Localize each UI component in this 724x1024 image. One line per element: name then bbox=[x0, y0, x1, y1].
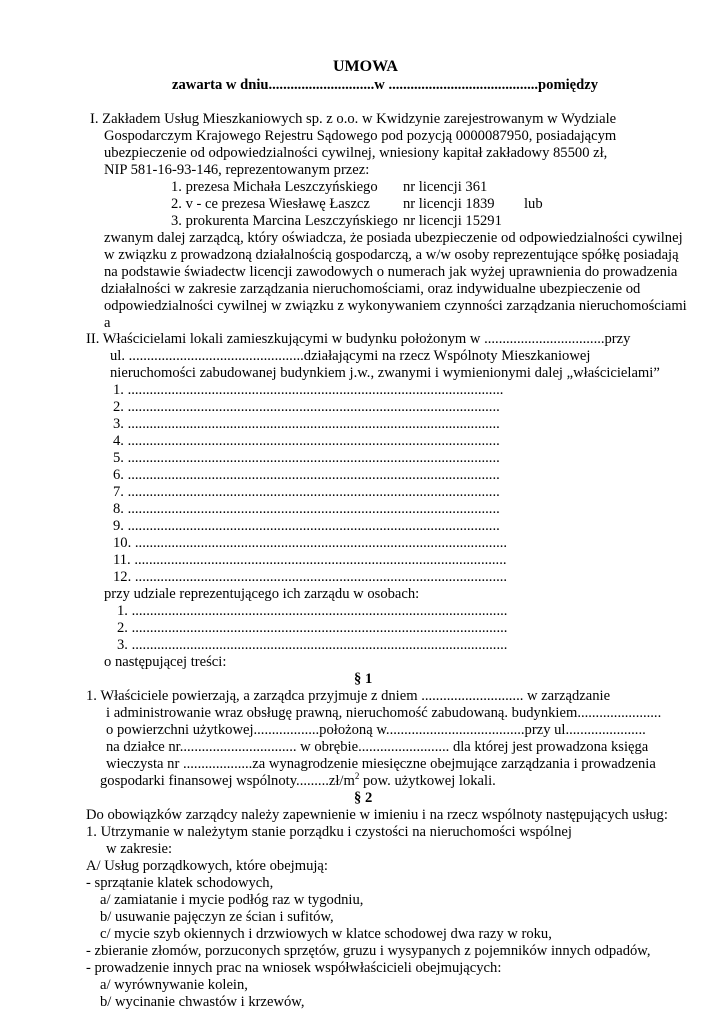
party-1-line: Gospodarczym Krajowego Rejestru Sądowego pod pozycją 0000087950, posiadającym bbox=[104, 128, 617, 144]
owner-entry-line: 1. ....................................................................................................... bbox=[113, 382, 504, 398]
owner-entry-line: 3. ...................................................................................................... bbox=[113, 416, 500, 432]
board-entry-line: 1. ....................................................................................................... bbox=[117, 603, 508, 619]
fee-text-end: pow. użytkowej lokali. bbox=[359, 773, 496, 789]
board-entry-line: 2. ....................................................................................................... bbox=[117, 620, 508, 636]
party-1-clause-line: w związku z prowadzoną działalnością gospodarczą, a w/w osoby reprezentujące spółkę posiadają bbox=[104, 247, 679, 263]
fee-text: gospodarki finansowej wspólnoty.........zł/m bbox=[100, 773, 355, 789]
section-1-line: i administrowanie wraz obsługę prawną, nieruchomość zabudowaną. budynkiem....................... bbox=[106, 705, 662, 721]
board-intro: przy udziale reprezentującego ich zarządu w osobach: bbox=[104, 586, 420, 602]
section-2-line: w zakresie: bbox=[106, 841, 173, 857]
party-1-clause-line: odpowiedzialności cywilnej w związku z wykonywaniem czynności zarządzania nieruchomościami bbox=[104, 298, 687, 314]
section-2-line: - zbieranie złomów, porzuconych sprzętów, gruzu i wysypanych z pojemników innych odpadów, bbox=[86, 943, 651, 959]
owner-entry-line: 2. ...................................................................................................... bbox=[113, 399, 500, 415]
section-2-line: - sprzątanie klatek schodowych, bbox=[86, 875, 274, 891]
representative-license: nr licencji 15291 bbox=[403, 213, 502, 229]
section-1-line: na działce nr................................ w obrębie......................... dla której jest prowadzona księga bbox=[106, 739, 649, 755]
owner-entry-line: 8. ...................................................................................................... bbox=[113, 501, 500, 517]
owner-entry-line: 6. ...................................................................................................... bbox=[113, 467, 500, 483]
owner-entry-line: 9. ...................................................................................................... bbox=[113, 518, 500, 534]
owner-entry-line: 4. ...................................................................................................... bbox=[113, 433, 500, 449]
owner-entry-line: 7. ...................................................................................................... bbox=[113, 484, 500, 500]
section-2-line: a/ zamiatanie i mycie podłóg raz w tygodniu, bbox=[100, 892, 364, 908]
section-1-line: 1. Właściciele powierzają, a zarządca przyjmuje z dniem ............................ w zarządzanie bbox=[86, 688, 611, 704]
owner-entry-line: 11. ...................................................................................................... bbox=[113, 552, 507, 568]
section-2-line: 1. Utrzymanie w należytym stanie porządku i czystości na nieruchomości wspólnej bbox=[86, 824, 572, 840]
party-1-line: ubezpieczenie od odpowiedzialności cywilnej, wniesiony kapitał zakładowy 85500 zł, bbox=[104, 145, 608, 161]
party-1-line: NIP 581-16-93-146, reprezentowanym przez: bbox=[104, 162, 370, 178]
document-title: UMOWA bbox=[333, 58, 398, 75]
party-2-line: ul. ................................................działającymi na rzecz Wspólnoty Mieszkaniowej bbox=[110, 348, 591, 364]
party-1-clause-line: na podstawie świadectw licencji zawodowych o numerach jak wyżej uprawnienia do prowadzenia bbox=[104, 264, 678, 280]
party-1-clause-line: działalności w zakresie zarządzania nieruchomościami, oraz indywidualne ubezpieczenie od bbox=[101, 281, 641, 297]
section-2-line: b/ usuwanie pajęczyn ze ścian i sufitów, bbox=[100, 909, 334, 925]
party-1-clause-line: zwanym dalej zarządcą, który oświadcza, że posiada ubezpieczenie od odpowiedzialności cywilnej bbox=[104, 230, 683, 246]
representative-name: 1. prezesa Michała Leszczyńskiego bbox=[171, 179, 378, 195]
section-2-heading: § 2 bbox=[354, 790, 373, 806]
section-2-line: Do obowiązków zarządcy należy zapewnienie w imieniu i na rzecz wspólnoty następujących usług: bbox=[86, 807, 668, 823]
section-2-line: A/ Usług porządkowych, które obejmują: bbox=[86, 858, 328, 874]
area-unit-exponent: 2 bbox=[354, 771, 360, 782]
board-entry-line: 3. ....................................................................................................... bbox=[117, 637, 508, 653]
section-2-line: - prowadzenie innych prac na wniosek współwłaścicieli obejmujących: bbox=[86, 960, 502, 976]
owner-entry-line: 10. ...................................................................................................... bbox=[113, 535, 508, 551]
section-2-line: a/ wyrównywanie kolein, bbox=[100, 977, 248, 993]
contents-intro: o następującej treści: bbox=[104, 654, 227, 670]
representative-name: 3. prokurenta Marcina Leszczyńskiego bbox=[171, 213, 398, 229]
owner-entry-line: 12. ...................................................................................................... bbox=[113, 569, 508, 585]
section-1-line: wieczysta nr ...................za wynagrodzenie miesięczne obejmujące zarządzania i prowadzenia bbox=[106, 756, 656, 772]
section-1-line bbox=[100, 773, 496, 790]
representative-name: 2. v - ce prezesa Wiesławę Łaszcz bbox=[171, 196, 370, 212]
representative-conjunction: lub bbox=[524, 196, 543, 212]
section-2-line: c/ mycie szyb okiennych i drzwiowych w klatce schodowej dwa razy w roku, bbox=[100, 926, 552, 942]
representative-license: nr licencji 1839 bbox=[403, 196, 495, 212]
section-1-heading: § 1 bbox=[354, 671, 373, 687]
owner-entry-line: 5. ...................................................................................................... bbox=[113, 450, 500, 466]
party-1-line: I. Zakładem Usług Mieszkaniowych sp. z o.o. w Kwidzynie zarejestrowanym w Wydziale bbox=[90, 111, 617, 127]
party-2-line: nieruchomości zabudowanej budynkiem j.w., zwanymi i wymienionymi dalej „właścicielami” bbox=[110, 365, 660, 381]
section-1-line: o powierzchni użytkowej..................położoną w......................................przy ul...................... bbox=[106, 722, 646, 738]
party-1-clause-line: a bbox=[104, 315, 111, 331]
party-2-line: II. Właścicielami lokali zamieszkującymi w budynku położonym w .................................przy bbox=[86, 331, 631, 347]
representative-license: nr licencji 361 bbox=[403, 179, 488, 195]
section-2-line: b/ wycinanie chwastów i krzewów, bbox=[100, 994, 305, 1010]
document-subtitle: zawarta w dniu.............................w .........................................pomiędzy bbox=[172, 77, 599, 93]
